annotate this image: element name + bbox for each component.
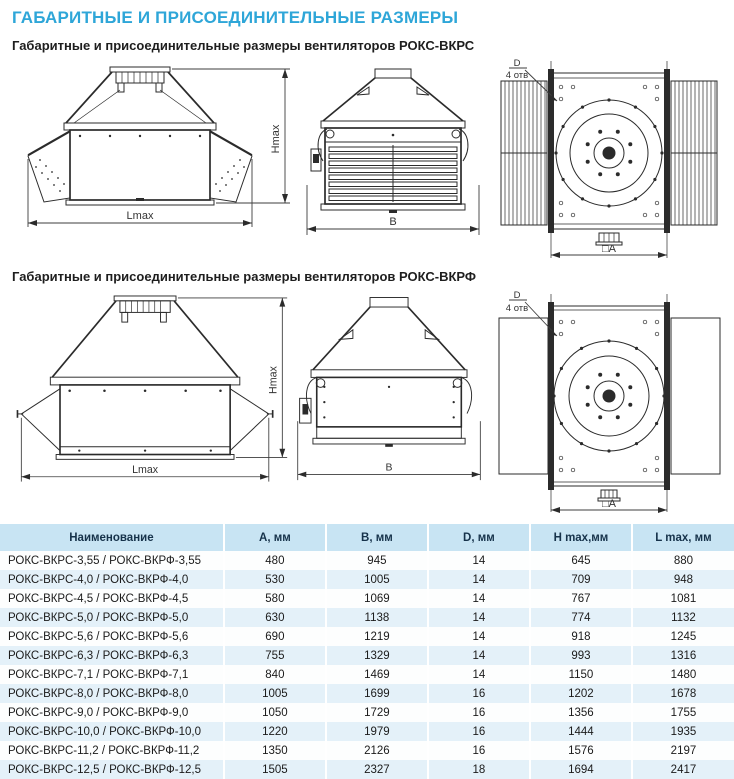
dimension-value-cell: 1444 (530, 722, 632, 741)
dimension-value-cell: 880 (632, 551, 734, 570)
dimension-value-cell: 16 (428, 684, 530, 703)
dimension-value-cell: 1150 (530, 665, 632, 684)
model-name-cell: РОКС-ВКРС-7,1 / РОКС-ВКРФ-7,1 (8, 668, 189, 681)
dimension-value-cell: 1329 (326, 646, 428, 665)
vkrs-side-view-drawing (297, 57, 487, 252)
dimension-value-cell: 1678 (632, 684, 734, 703)
table-row (0, 741, 734, 760)
dimension-value-cell: 645 (530, 551, 632, 570)
dimension-value-cell: 1219 (326, 627, 428, 646)
dimension-value-cell: 1699 (326, 684, 428, 703)
vkrs-top-view-drawing (487, 57, 732, 261)
dimension-label-hmax: Hmax (267, 366, 280, 394)
dimension-value-cell: 18 (428, 760, 530, 779)
dimension-value-cell: 1755 (632, 703, 734, 722)
dimension-value-cell: 1356 (530, 703, 632, 722)
dimension-value-cell: 1220 (224, 722, 326, 741)
dimension-value-cell: 1132 (632, 608, 734, 627)
dimension-value-cell: 1505 (224, 760, 326, 779)
dimension-value-cell: 1469 (326, 665, 428, 684)
dimension-value-cell: 580 (224, 589, 326, 608)
dimension-value-cell: 14 (428, 551, 530, 570)
dimension-value-cell: 1005 (326, 570, 428, 589)
table-row (0, 760, 734, 779)
dimension-label-b: B (389, 216, 397, 228)
table-row (0, 665, 734, 684)
dimension-value-cell: 1069 (326, 589, 428, 608)
vkrf-top-view-drawing (487, 288, 732, 516)
table-header-cell: В, мм (326, 524, 428, 551)
dimension-label-holes: 4 отв (505, 303, 529, 314)
dimension-value-cell: 2417 (632, 760, 734, 779)
dimension-value-cell: 14 (428, 589, 530, 608)
dimension-value-cell: 16 (428, 741, 530, 760)
vkrf-side-view-drawing (292, 288, 487, 502)
dimension-value-cell: 993 (530, 646, 632, 665)
dimension-value-cell: 530 (224, 570, 326, 589)
table-row (0, 646, 734, 665)
table-header-cell: А, мм (224, 524, 326, 551)
model-name-cell: РОКС-ВКРС-3,55 / РОКС-ВКРФ-3,55 (8, 554, 202, 567)
dimension-value-cell: 1935 (632, 722, 734, 741)
dimensions-table (0, 524, 734, 779)
vkrf-front-view-drawing (2, 288, 292, 506)
dimension-value-cell: 1694 (530, 760, 632, 779)
table-header-cell: Н max,мм (530, 524, 632, 551)
dimension-value-cell: 690 (224, 627, 326, 646)
dimension-value-cell: 16 (428, 722, 530, 741)
dimension-value-cell: 1576 (530, 741, 632, 760)
dimension-value-cell: 2327 (326, 760, 428, 779)
dimension-value-cell: 709 (530, 570, 632, 589)
table-row (0, 608, 734, 627)
dimension-value-cell: 1729 (326, 703, 428, 722)
table-row (0, 722, 734, 741)
dimension-value-cell: 16 (428, 703, 530, 722)
table-row (0, 589, 734, 608)
dimension-label-square-a: □A (602, 498, 616, 510)
dimension-value-cell: 767 (530, 589, 632, 608)
dimension-label-d: D (513, 58, 521, 69)
dimension-value-cell: 14 (428, 665, 530, 684)
model-name-cell: РОКС-ВКРС-4,0 / РОКС-ВКРФ-4,0 (8, 573, 189, 586)
dimension-value-cell: 948 (632, 570, 734, 589)
dimension-value-cell: 1081 (632, 589, 734, 608)
table-body (0, 551, 734, 779)
table-row (0, 570, 734, 589)
section-title-vkrs: Габаритные и присоединительные размеры вентиляторов РОКС-ВКРС (12, 38, 475, 53)
section-title-vkrf: Габаритные и присоединительные размеры вентиляторов РОКС-ВКРФ (12, 269, 477, 284)
table-header-row (0, 524, 734, 551)
vkrs-front-view-drawing (2, 57, 297, 252)
model-name-cell: РОКС-ВКРС-12,5 / РОКС-ВКРФ-12,5 (8, 763, 202, 776)
table-row (0, 703, 734, 722)
dimension-label-square-a: □A (602, 243, 616, 255)
table-row (0, 627, 734, 646)
model-name-cell: РОКС-ВКРС-6,3 / РОКС-ВКРФ-6,3 (8, 649, 189, 662)
table-header-cell: D, мм (428, 524, 530, 551)
model-name-cell: РОКС-ВКРС-8,0 / РОКС-ВКРФ-8,0 (8, 687, 189, 700)
dimension-label-holes: 4 отв (505, 70, 529, 81)
dimension-value-cell: 630 (224, 608, 326, 627)
dimension-value-cell: 2126 (326, 741, 428, 760)
drawings-vkrf (0, 284, 734, 520)
table-row (0, 684, 734, 703)
table-header-cell: Наименование (0, 524, 224, 551)
dimension-label-lmax: Lmax (126, 210, 154, 222)
dimension-value-cell: 1316 (632, 646, 734, 665)
dimension-value-cell: 840 (224, 665, 326, 684)
model-name-cell: РОКС-ВКРС-11,2 / РОКС-ВКРФ-11,2 (8, 744, 200, 757)
dimension-value-cell: 1005 (224, 684, 326, 703)
dimension-label-b: B (385, 462, 393, 474)
dimension-value-cell: 1245 (632, 627, 734, 646)
table-row (0, 551, 734, 570)
dimension-value-cell: 1202 (530, 684, 632, 703)
model-name-cell: РОКС-ВКРС-4,5 / РОКС-ВКРФ-4,5 (8, 592, 189, 605)
dimension-value-cell: 480 (224, 551, 326, 570)
dimension-label-d: D (513, 290, 521, 301)
dimension-value-cell: 1480 (632, 665, 734, 684)
model-name-cell: РОКС-ВКРС-10,0 / РОКС-ВКРФ-10,0 (8, 725, 202, 738)
dimension-value-cell: 1138 (326, 608, 428, 627)
model-name-cell: РОКС-ВКРС-9,0 / РОКС-ВКРФ-9,0 (8, 706, 189, 719)
dimension-value-cell: 14 (428, 646, 530, 665)
dimension-label-hmax: Hmax (270, 124, 282, 154)
dimension-label-lmax: Lmax (132, 463, 159, 476)
dimension-value-cell: 774 (530, 608, 632, 627)
page-title: ГАБАРИТНЫЕ И ПРИСОЕДИНИТЕЛЬНЫЕ РАЗМЕРЫ (12, 8, 459, 27)
drawings-vkrs (0, 53, 734, 263)
dimension-value-cell: 755 (224, 646, 326, 665)
model-name-cell: РОКС-ВКРС-5,6 / РОКС-ВКРФ-5,6 (8, 630, 189, 643)
dimension-value-cell: 1979 (326, 722, 428, 741)
model-name-cell: РОКС-ВКРС-5,0 / РОКС-ВКРФ-5,0 (8, 611, 189, 624)
dimension-value-cell: 14 (428, 570, 530, 589)
dimension-value-cell: 14 (428, 608, 530, 627)
dimension-value-cell: 945 (326, 551, 428, 570)
dimension-value-cell: 2197 (632, 741, 734, 760)
dimension-value-cell: 14 (428, 627, 530, 646)
dimension-value-cell: 1050 (224, 703, 326, 722)
table-header-cell: L max, мм (632, 524, 734, 551)
dimension-value-cell: 918 (530, 627, 632, 646)
dimension-value-cell: 1350 (224, 741, 326, 760)
